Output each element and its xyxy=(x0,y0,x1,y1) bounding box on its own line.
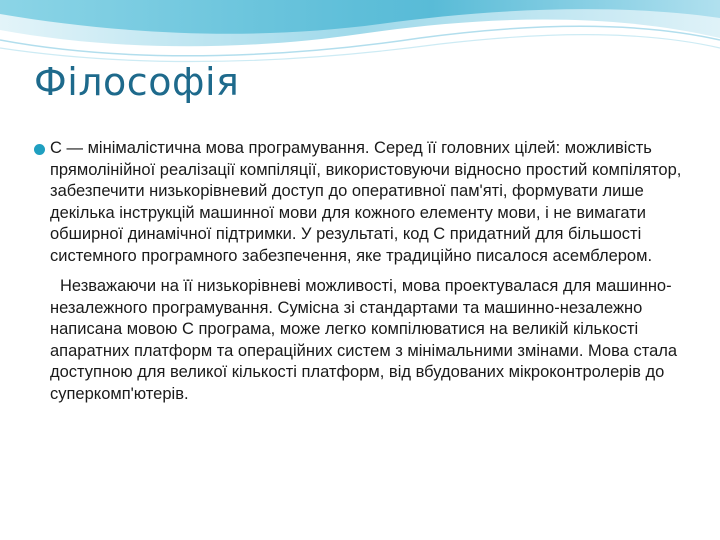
slide-title: Філософія xyxy=(34,60,240,104)
bullet-item xyxy=(34,138,704,267)
paragraph-portability: Незважаючи на її низькорівневі можливості, мова проектувалася для машинно-незалежного програмування. Сумісна зі стандартами та машинно-незалежно написана мовою C програма, може легко компілюватися на великій кількості апаратних платформ та операційних систем з мінімальними змінами. Мова стала доступною для великої кількості платформ, від вбудованих мікроконтролерів до суперкомп'ютерів. xyxy=(50,277,678,403)
slide-content xyxy=(34,138,704,405)
paragraph-philosophy: C — мінімалістична мова програмування. Серед її головних цілей: можливість прямолінійної реалізації компіляції, використовуючи відносно простий компілятор, забезпечити низькорівневий доступ до оперативної пам'яті, формувати лише декілька інструкцій машинної мови для кожного елементу мови, і не вимагати обширної динамічної підтримки. У результаті, код C придатний для більшості системного програмного забезпечення, яке традиційно писалося асемблером. xyxy=(50,139,682,265)
bullet-icon xyxy=(34,144,45,155)
